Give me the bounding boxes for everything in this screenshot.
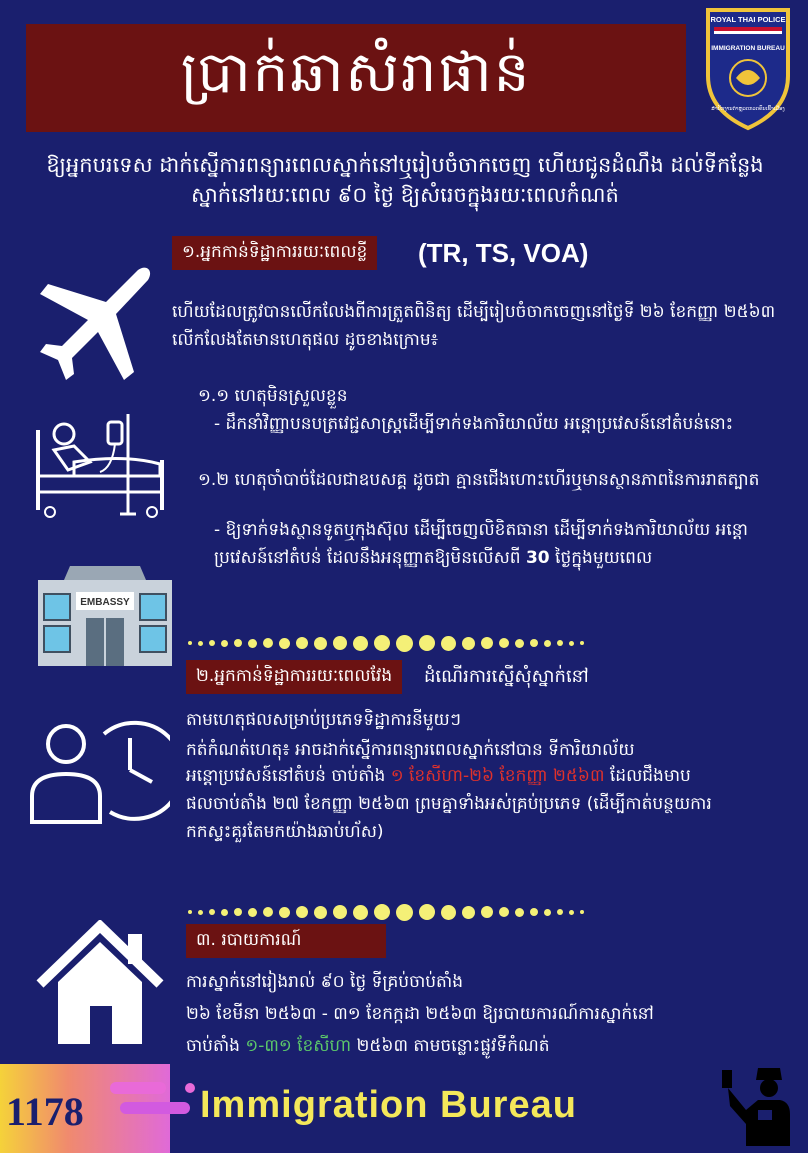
item2-detail (214, 516, 784, 572)
visa-types-note: (TR, TS, VOA) (418, 238, 589, 268)
svg-text:IMMIGRATION BUREAU: IMMIGRATION BUREAU (711, 45, 785, 52)
section3-line3-post: ២៥៦៣ តាមចន្លោះផ្លូវទីកំណត់ (351, 1036, 550, 1056)
dots-divider-1 (188, 633, 584, 653)
item2-title: ១.២ ហេតុចាំបាច់ដែលជាឧបសគ្គ ដូចជា គ្មានជើងហោះហើរឬមានស្ថានភាពនៃការរាតត្បាត (198, 470, 760, 490)
section2-line3-post: ដែលជឹងមាប (604, 766, 691, 786)
svg-text:ROYAL THAI POLICE: ROYAL THAI POLICE (710, 15, 786, 24)
item2-detail-post: ថ្ងៃក្នុងមួយពេល (549, 548, 653, 568)
section1-body: ហើយដែលត្រូវបានលើកលែងពីការត្រួតពិនិត្យ ដើម្បីរៀបចំចាកចេញនៅថ្ងៃទី ២៦ ខែកញ្ញា ២៥៦៣ លើកលែងតែមានហេតុផល ដូចខាងក្រោម៖ (172, 302, 776, 350)
max-days-value: 30 (525, 548, 550, 568)
section2-line1: តាមហេតុផលសម្រាប់ប្រភេទទិដ្ឋាការនីមួយៗ (186, 710, 461, 730)
section2-line3 (186, 762, 786, 790)
embassy-building-icon (36, 560, 174, 666)
police-badge-logo (700, 6, 796, 132)
page-title-banner (26, 24, 686, 132)
officer-silhouette-icon (718, 1066, 794, 1146)
item1-title: ១.១ ហេតុមិនស្រួលខ្លួន (198, 386, 348, 406)
section3-line3 (186, 1032, 786, 1060)
house-icon (36, 920, 164, 1048)
section3-line1: ការស្នាក់នៅរៀងរាល់ ៩០ ថ្ងៃ ទីគ្រប់ចាប់តាំង (186, 972, 464, 992)
section1-label: ១.អ្នកកាន់ទិដ្ឋាការរយៈពេលខ្លី (172, 236, 377, 270)
speed-lines-decoration (110, 1078, 200, 1128)
section2-subtitle: ដំណើរការស្នើសុំស្នាក់នៅ (424, 666, 589, 687)
person-clock-icon (26, 716, 170, 826)
footer-org-name: Immigration Bureau (200, 1084, 577, 1126)
section2-line3-pre: អន្តោប្រវេសន៍នៅតំបន់ ចាប់តាំង (186, 766, 391, 786)
item2-detail-pre: - ឱ្យទាក់ទងស្ថានទូតឬកុងស៊ុល ដើម្បីចេញលិខិតធានា ដើម្បីទាក់ទងការិយាល័យ អន្តោប្រវេសន៍នៅតំបន់ ដែលនឹងអនុញ្ញាតឱ្យមិនលើសពី (214, 520, 748, 568)
section2-label: ២.អ្នកកាន់ទិដ្ឋាការរយៈពេលវែង (186, 660, 402, 694)
page-title: ប្រាក់ឆាសំរាផាន់ (180, 40, 532, 105)
section2-line4: ផលចាប់តាំង ២៧ ខែកញ្ញា ២៥៦៣ ព្រមគ្នាទាំងអស់គ្រប់ប្រភេទ (ដើម្បីកាត់បន្ថយការ (186, 794, 712, 814)
airplane-icon (38, 262, 156, 382)
hospital-bed-icon (34, 410, 174, 520)
section2-line2: កត់កំណត់ហេតុ៖ អាចដាក់ស្នើការពន្យារពេលស្នាក់នៅបាន ទីការិយាល័យ (186, 740, 635, 760)
section2-line5: កកស្ទះគួរតែមកយ៉ាងឆាប់ហ័ស) (186, 822, 384, 842)
section3-label: ៣. របាយការណ៍ (186, 924, 386, 958)
item1-detail: - ដឹកនាំវិញ្ញាបនបត្រវេជ្ជសាស្ត្រដើម្បីទាក់ទងការិយាល័យ អន្តោប្រវេសន៍នៅតំបន់នោះ (214, 414, 734, 434)
svg-text:ສຳນັກງານຕຳຫຼວດກວດຄົນເຂົ້າເມືອງ: ສຳນັກງານຕຳຫຼວດກວດຄົນເຂົ້າເມືອງ (711, 106, 785, 112)
date-range-red: ១ ខែសីហា-២៦ ខែកញ្ញា ២៥៦៣ (390, 766, 605, 786)
intro-text: ឱ្យអ្នកបរទេស ដាក់ស្នើការពន្យារពេលស្នាក់នៅឬរៀបចំចាកចេញ ហើយជូនដំណឹង ដល់ទីកន្លែងស្នាក់នៅរយៈពេល ៩០ ថ្ងៃ ឱ្យសំរេចក្នុងរយៈពេលកំណត់ (46, 153, 764, 207)
svg-text:EMBASSY: EMBASSY (80, 597, 130, 608)
section3-line2: ២៦ ខែមីនា ២៥៦៣ - ៣១ ខែកក្កដា ២៥៦៣ ឱ្យរបាយការណ៍ការស្នាក់នៅ (186, 1004, 654, 1024)
date-range-green: ១-៣១ ខែសីហា (245, 1036, 352, 1056)
hotline-number: 1178 (6, 1089, 84, 1134)
section3-line3-pre: ចាប់តាំង (186, 1036, 246, 1056)
dots-divider-2 (188, 902, 584, 922)
